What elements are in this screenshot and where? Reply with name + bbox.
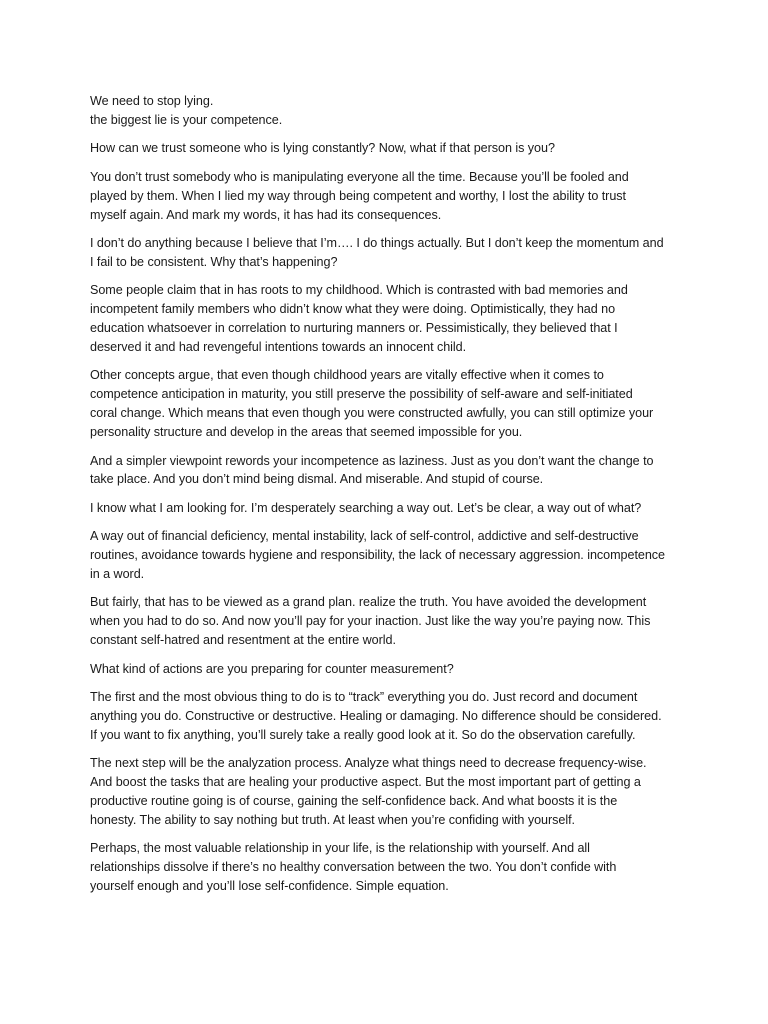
text-line: I know what I am looking for. I’m desperately searching a way out. Let’s be clear, a way out of what? xyxy=(90,500,642,515)
paragraph xyxy=(90,452,690,490)
text-line: And a simpler viewpoint rewords your incompetence as laziness. Just as you don’t want the change to xyxy=(90,453,654,468)
text-line: incompetent family members who didn’t know what they were doing. Optimistically, they had no xyxy=(90,302,616,317)
text-line: constant self-hatred and resentment at the entire world. xyxy=(90,633,396,648)
text-line: played by them. When I lied my way through being competent and worthy, I lost the ability to trust xyxy=(90,188,626,203)
text-line: productive routine going is of course, gaining the self-confidence back. And what boosts it is the xyxy=(90,794,618,809)
text-line: We need to stop lying. xyxy=(90,94,214,108)
paragraph xyxy=(90,168,690,225)
text-line: I don’t do anything because I believe that I’m…. I do things actually. But I don’t keep the momentum and xyxy=(90,235,664,250)
text-line: competence anticipation in maturity, you still preserve the possibility of self-aware and self-initiated xyxy=(90,387,633,402)
paragraph xyxy=(90,366,690,442)
text-line: take place. And you don’t mind being dismal. And miserable. And stupid of course. xyxy=(90,472,544,487)
text-line: coral change. Which means that even though you were constructed awfully, you can still optimize your xyxy=(90,406,654,421)
paragraph xyxy=(90,234,690,272)
paragraph xyxy=(90,688,690,745)
paragraph xyxy=(90,839,690,896)
text-line: the biggest lie is your competence. xyxy=(90,112,283,127)
text-line: myself again. And mark my words, it has had its consequences. xyxy=(90,207,442,222)
text-line: anything you do. Constructive or destructive. Healing or damaging. No difference should be considered. xyxy=(90,708,662,723)
text-line: A way out of financial deficiency, mental instability, lack of self-control, addictive and self-destructive xyxy=(90,529,639,544)
text-line: But fairly, that has to be viewed as a grand plan. realize the truth. You have avoided the development xyxy=(90,595,647,610)
text-line: The next step will be the analyzation process. Analyze what things need to decrease frequency-wise. xyxy=(90,756,647,771)
text-line: personality structure and develop in the areas that seemed impossible for you. xyxy=(90,425,523,440)
text-line: I fail to be consistent. Why that’s happening? xyxy=(90,254,338,269)
text-line: What kind of actions are you preparing for counter measurement? xyxy=(90,661,454,676)
text-line: education whatsoever in correlation to nurturing manners or. Pessimistically, they believed that I xyxy=(90,321,618,336)
text-line: yourself enough and you’ll lose self-confidence. Simple equation. xyxy=(90,879,449,894)
paragraph xyxy=(90,281,690,357)
document-page xyxy=(90,92,690,906)
paragraph xyxy=(90,593,690,650)
text-line: honesty. The ability to say nothing but truth. At least when you’re confiding with yourself. xyxy=(90,813,575,827)
text-line: deserved it and had revengeful intentions towards an innocent child. xyxy=(90,339,467,354)
paragraph xyxy=(90,499,690,518)
text-line: relationships dissolve if there’s no healthy conversation between the two. You don’t confide with xyxy=(90,860,617,875)
text-line: routines, avoidance towards hygiene and responsibility, the lack of necessary aggression. incompetence xyxy=(90,548,666,563)
text-line: Perhaps, the most valuable relationship in your life, is the relationship with yourself. And all xyxy=(90,841,590,856)
text-line: If you want to fix anything, you’ll surely take a really good look at it. So do the observation carefully. xyxy=(90,727,636,742)
paragraph xyxy=(90,527,690,584)
text-line: You don’t trust somebody who is manipulating everyone all the time. Because you’ll be fooled and xyxy=(90,169,629,184)
paragraph xyxy=(90,660,690,679)
paragraph xyxy=(90,754,690,830)
text-line: How can we trust someone who is lying constantly? Now, what if that person is you? xyxy=(90,141,555,156)
text-line: in a word. xyxy=(90,567,145,582)
text-line: when you had to do so. And now you’ll pay for your inaction. Just like the way you’re paying now. This xyxy=(90,614,651,629)
paragraph xyxy=(90,139,690,158)
text-line: And boost the tasks that are healing your productive aspect. But the most important part of getting a xyxy=(90,775,641,790)
text-line: The first and the most obvious thing to do is to “track” everything you do. Just record and document xyxy=(90,690,638,705)
text-line: Some people claim that in has roots to my childhood. Which is contrasted with bad memories and xyxy=(90,283,628,298)
text-line: Other concepts argue, that even though childhood years are vitally effective when it comes to xyxy=(90,368,604,383)
paragraph xyxy=(90,92,690,130)
